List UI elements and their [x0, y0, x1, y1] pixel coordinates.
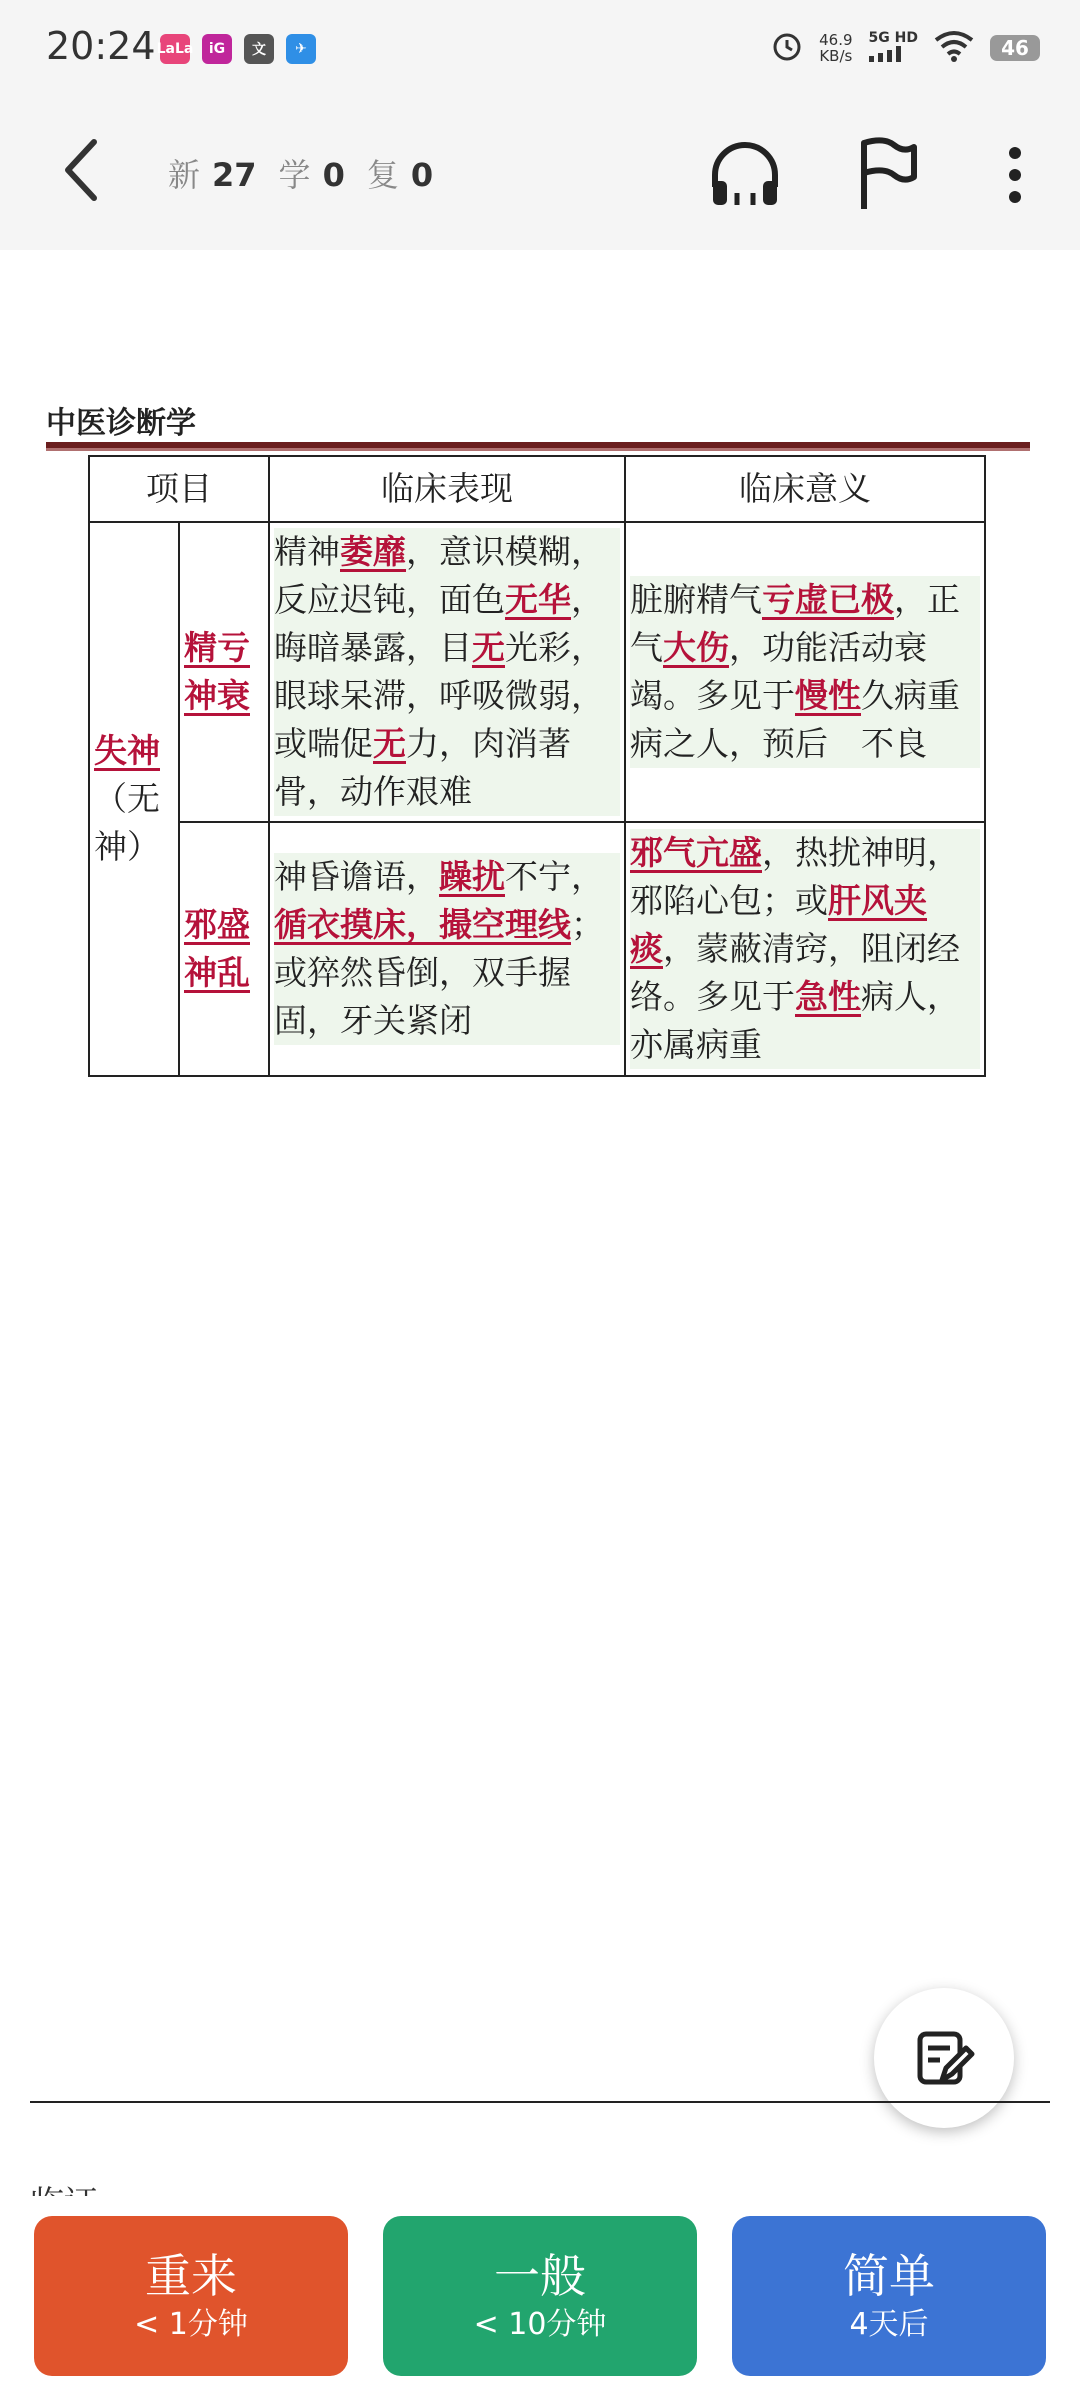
rating-bar	[0, 2196, 1080, 2400]
good-button[interactable]	[383, 2216, 697, 2376]
flag-button[interactable]	[842, 130, 932, 220]
app-icon-ig: iG	[202, 34, 232, 64]
wifi-icon	[934, 30, 974, 66]
learn-count: 0	[322, 156, 345, 194]
learn-label: 学	[278, 156, 311, 194]
emphasis-text: 大伤	[663, 628, 729, 667]
emphasis-text: 无	[472, 628, 505, 667]
app-icon-3: 文	[244, 34, 274, 64]
manifestation-text	[274, 528, 620, 816]
manifestation-cell	[269, 822, 625, 1076]
emphasis-text: 无	[373, 724, 406, 763]
subcategory-cell	[179, 522, 269, 822]
body-text: 神昏谵语，	[274, 857, 439, 896]
meaning-cell	[625, 822, 985, 1076]
signal-icon	[869, 46, 905, 62]
app-icon-4: ✈	[286, 34, 316, 64]
subcategory-label: 精亏神衰	[184, 628, 250, 715]
body-text: 不宁，	[505, 857, 604, 896]
new-label: 新	[168, 156, 201, 194]
body-text: ，意识模糊，反应迟钝，面色	[274, 532, 604, 619]
more-vertical-icon	[1005, 145, 1025, 205]
body-text: ，晦暗暴露，目	[274, 580, 604, 667]
emphasis-text: 萎靡	[340, 532, 406, 571]
table-row	[89, 522, 985, 822]
document-title: 中医诊断学	[46, 406, 196, 441]
alarm-icon	[771, 30, 803, 66]
back-arrow-icon	[50, 130, 120, 210]
status-app-icons	[156, 34, 316, 64]
meaning-cell	[625, 522, 985, 822]
manifestation-text	[274, 853, 620, 1045]
study-counts	[168, 150, 443, 196]
diagnosis-table	[88, 455, 986, 1077]
good-interval: < 10分钟	[473, 2307, 607, 2342]
edit-note-button[interactable]	[874, 1988, 1014, 2128]
body-text: ，功能活动衰竭。多见于	[630, 628, 927, 715]
table-header-row	[89, 456, 985, 522]
category-note: （无神）	[94, 779, 160, 866]
body-text: ，热扰神明，邪陷心包；或	[630, 833, 960, 920]
body-text: ，正气	[630, 580, 960, 667]
app-icon-1: LaLa	[160, 34, 190, 64]
easy-button[interactable]	[732, 2216, 1046, 2376]
header-manifestation: 临床表现	[269, 456, 625, 522]
headphones-icon	[707, 137, 783, 213]
network-type	[869, 30, 918, 66]
body-text: 光彩，眼球呆滞，呼吸微弱，或喘促	[274, 628, 604, 763]
body-text: 脏腑精气	[630, 580, 762, 619]
emphasis-text: 无华	[505, 580, 571, 619]
body-text: 久病重病之人，预后 不良	[630, 676, 960, 763]
easy-interval: 4天后	[849, 2307, 929, 2342]
manifestation-cell	[269, 522, 625, 822]
emphasis-text: 循衣摸床，撮空理线	[274, 905, 571, 944]
body-text: ，蒙蔽清窍，阻闭经络。多见于	[630, 929, 960, 1016]
emphasis-text: 邪气亢盛	[630, 833, 762, 872]
edit-note-icon	[912, 2026, 976, 2090]
subcategory-cell	[179, 822, 269, 1076]
again-label: 重来	[145, 2249, 237, 2303]
net-speed-unit: KB/s	[819, 47, 853, 65]
network-speed	[819, 32, 852, 64]
net-speed-value: 46.9	[819, 31, 853, 49]
easy-label: 简单	[843, 2249, 935, 2303]
status-bar	[0, 0, 1080, 100]
table-row	[89, 822, 985, 1076]
again-button[interactable]	[34, 2216, 348, 2376]
review-label: 复	[366, 156, 399, 194]
audio-button[interactable]	[700, 130, 790, 220]
more-menu-button[interactable]	[970, 130, 1060, 220]
meaning-text	[630, 829, 980, 1069]
new-count: 27	[212, 156, 257, 194]
body-text: 力，肉消著骨，动作艰难	[274, 724, 571, 811]
category-label: 失神	[94, 731, 160, 770]
battery-indicator: 46	[990, 35, 1040, 61]
emphasis-text: 慢性	[795, 676, 861, 715]
back-button[interactable]	[50, 130, 120, 210]
subcategory-label: 邪盛神乱	[184, 905, 250, 992]
again-interval: < 1分钟	[134, 2307, 248, 2342]
emphasis-text: 亏虚已极	[762, 580, 894, 619]
header-meaning: 临床意义	[625, 456, 985, 522]
body-text: 精神	[274, 532, 340, 571]
review-count: 0	[410, 156, 434, 194]
answer-divider	[30, 2101, 1050, 2103]
network-type-label: 5G HD	[868, 30, 918, 46]
category-cell	[89, 522, 179, 1076]
emphasis-text: 肝风夹痰	[630, 881, 927, 968]
flag-icon	[854, 137, 920, 213]
body-text: 病人，亦属病重	[630, 977, 960, 1064]
status-time: 20:24	[46, 24, 156, 68]
emphasis-text: 急性	[795, 977, 861, 1016]
meaning-text	[630, 576, 980, 768]
emphasis-text: 躁扰	[439, 857, 505, 896]
body-text: ；或猝然昏倒，双手握固，牙关紧闭	[274, 905, 604, 1040]
app-bar	[0, 100, 1080, 250]
title-rule	[46, 442, 1030, 451]
status-right	[771, 30, 1040, 66]
good-label: 一般	[494, 2249, 586, 2303]
header-item: 项目	[89, 456, 269, 522]
